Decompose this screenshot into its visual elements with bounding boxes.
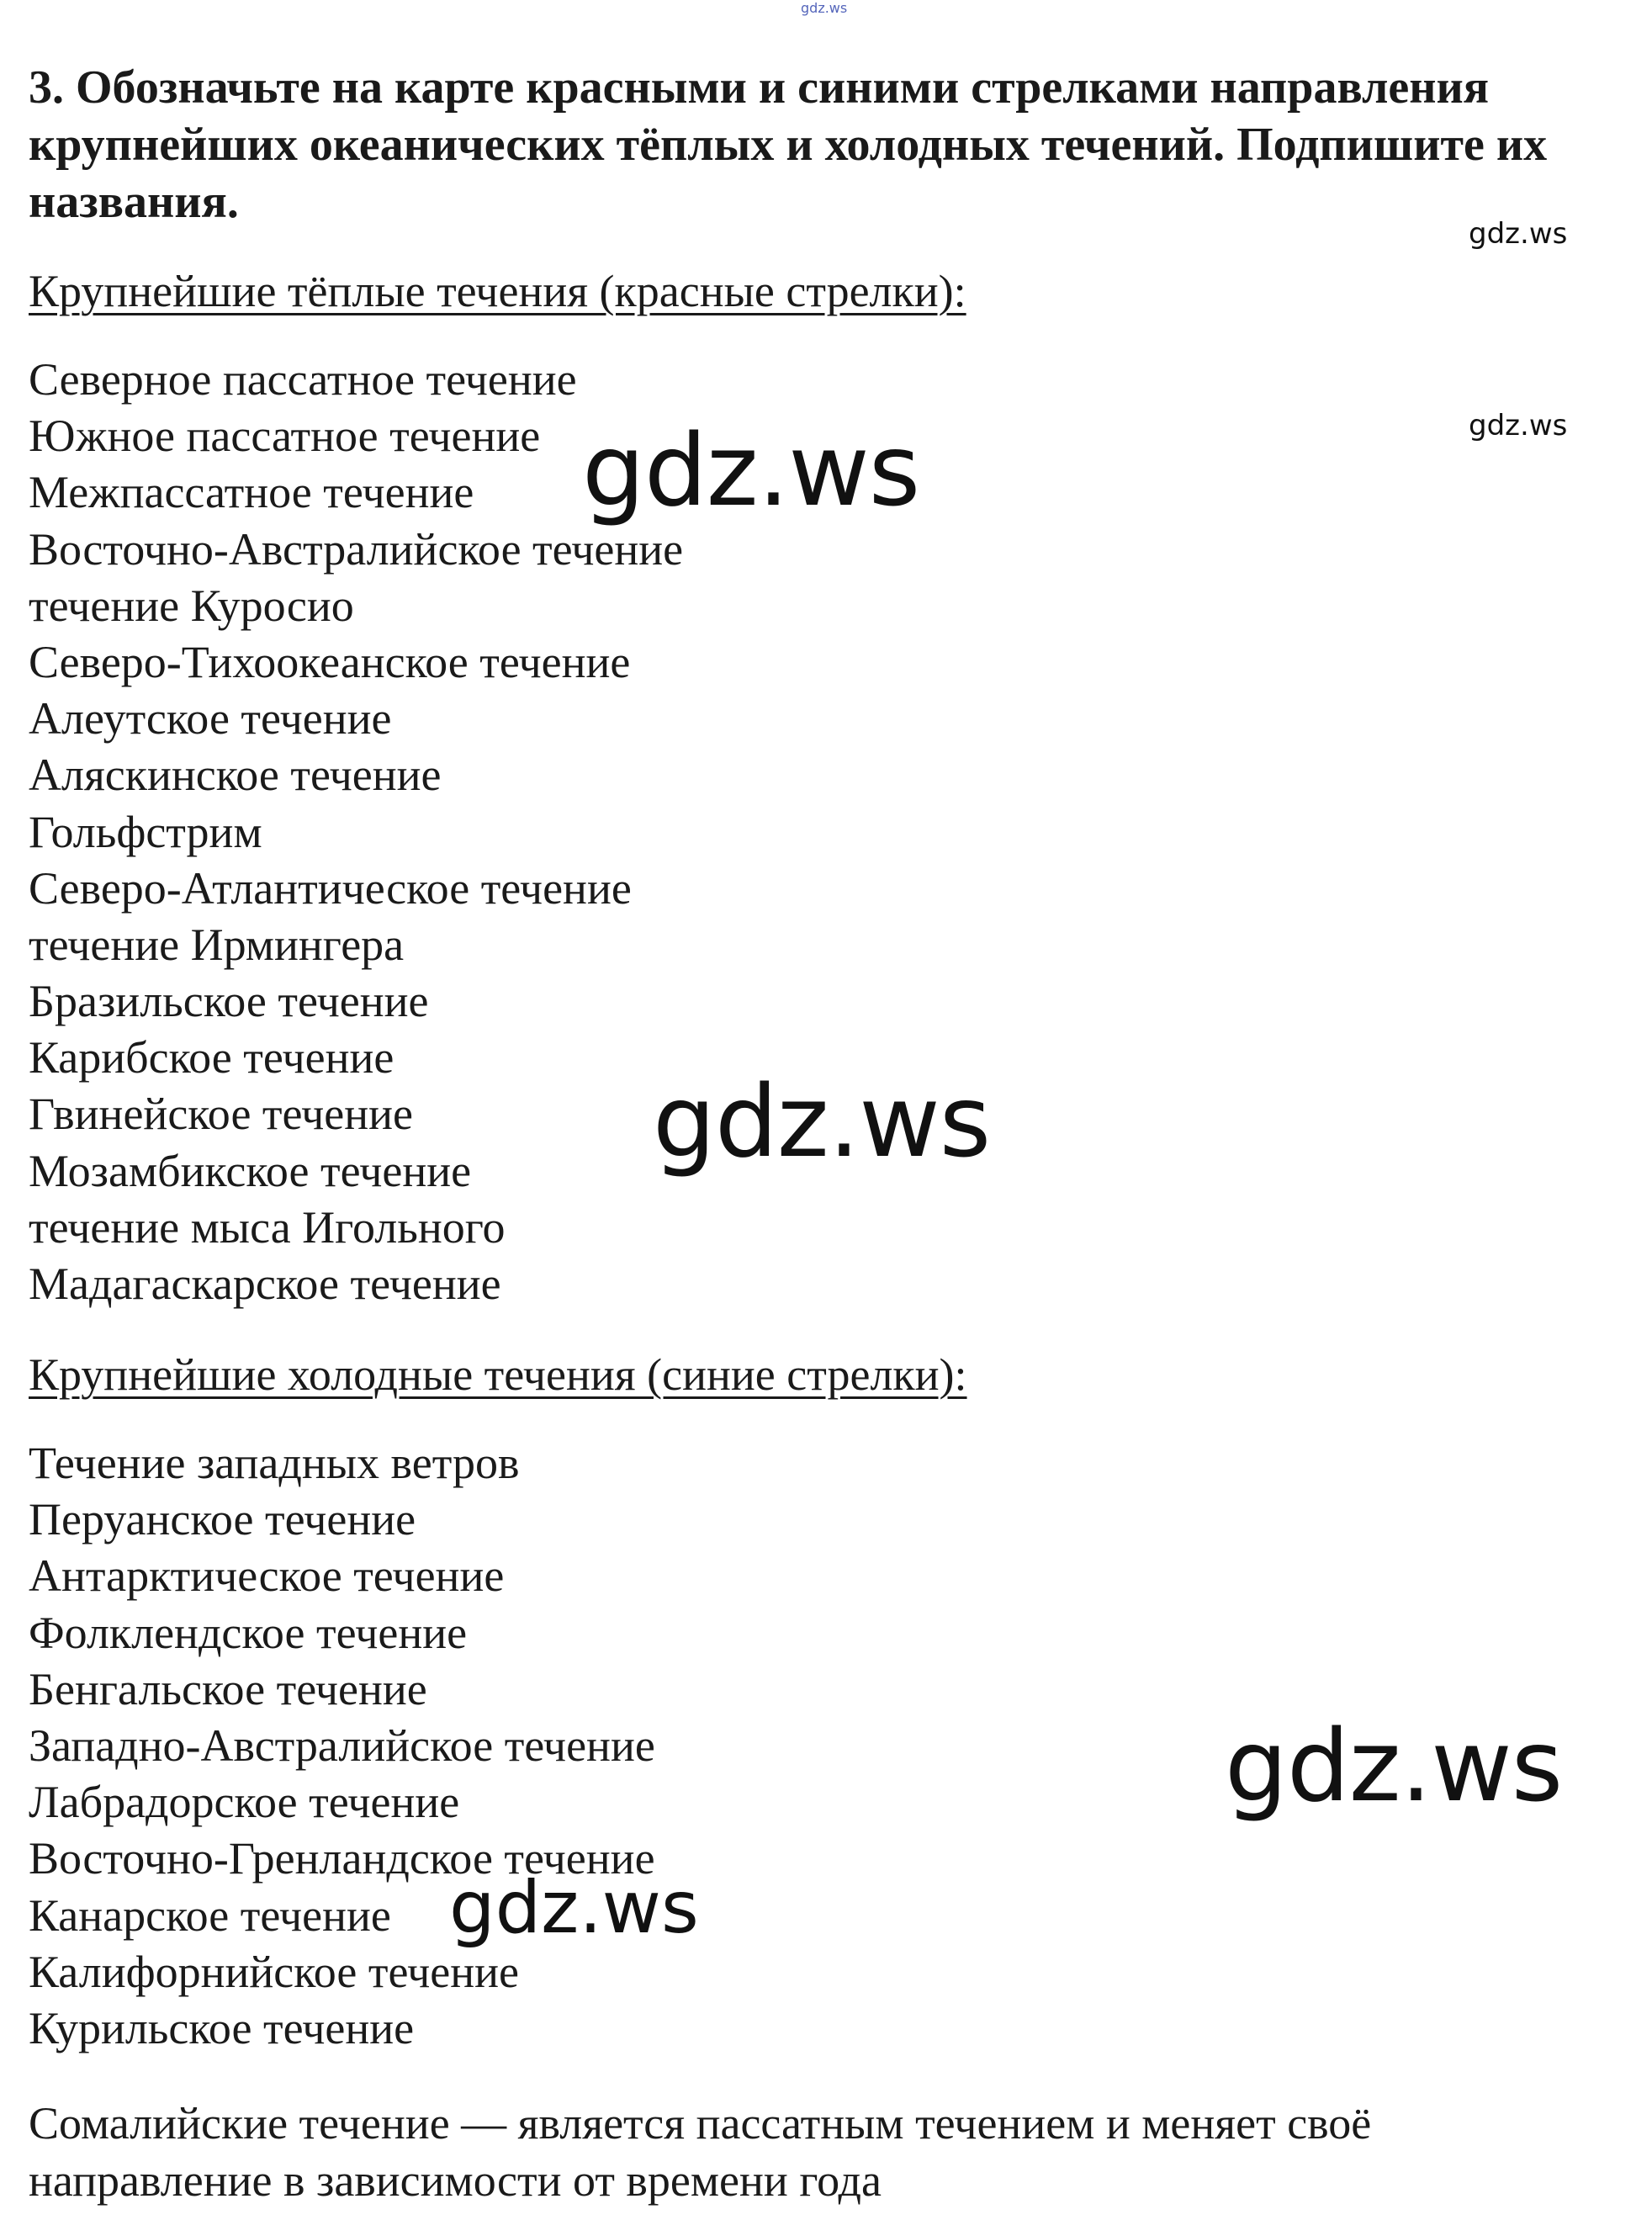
list-item: Гольфстрим bbox=[29, 806, 262, 857]
watermark-large: gdz.ws bbox=[1225, 1708, 1563, 1824]
list-item: Межпассатное течение bbox=[29, 467, 474, 518]
list-item: течение Куросио bbox=[29, 580, 354, 631]
warm-currents-heading: Крупнейшие тёплые течения (красные стрелки): bbox=[29, 266, 966, 316]
list-item: Мадагаскарское течение bbox=[29, 1258, 501, 1309]
list-item: течение Ирмингера bbox=[29, 919, 405, 970]
list-item: Гвинейское течение bbox=[29, 1089, 414, 1140]
list-item: Восточно-Австралийское течение bbox=[29, 523, 684, 575]
list-item: Бенгальское течение bbox=[29, 1663, 427, 1714]
list-item: Перуанское течение bbox=[29, 1494, 416, 1545]
list-item: Алеутское течение bbox=[29, 693, 392, 744]
list-item: Северное пассатное течение bbox=[29, 354, 577, 405]
list-item: Южное пассатное течение bbox=[29, 411, 541, 462]
list-item: Северо-Тихоокеанское течение bbox=[29, 636, 631, 687]
list-item: Мозамбикское течение bbox=[29, 1145, 472, 1196]
list-item: Течение западных ветров bbox=[29, 1438, 520, 1488]
watermark-top: gdz.ws bbox=[801, 0, 848, 16]
list-item: Бразильское течение bbox=[29, 976, 429, 1027]
cold-currents-list bbox=[29, 1435, 655, 2057]
watermark-large: gdz.ws bbox=[653, 1063, 991, 1179]
list-item: течение мыса Игольного bbox=[29, 1201, 506, 1253]
list-item: Курильское течение bbox=[29, 2002, 415, 2053]
watermark-small: gdz.ws bbox=[1469, 217, 1568, 251]
list-item: Калифорнийское течение bbox=[29, 1946, 519, 1997]
watermark-medium: gdz.ws bbox=[449, 1866, 699, 1950]
list-item: Карибское течение bbox=[29, 1032, 394, 1084]
list-item: Канарское течение bbox=[29, 1889, 391, 1941]
watermark-small: gdz.ws bbox=[1469, 409, 1568, 442]
somali-current-note: Сомалийские течение — является пассатным течением и меняет своё направление в зависимости от времени года bbox=[29, 2098, 1372, 2206]
list-item: Антарктическое течение bbox=[29, 1550, 505, 1602]
list-item: Западно-Австралийское течение bbox=[29, 1719, 655, 1771]
list-item: Аляскинское течение bbox=[29, 750, 442, 801]
cold-currents-heading: Крупнейшие холодные течения (синие стрелки): bbox=[29, 1349, 967, 1400]
list-item: Северо-Атлантическое течение bbox=[29, 862, 632, 914]
list-item: Лабрадорское течение bbox=[29, 1777, 460, 1828]
list-item: Восточно-Гренландское течение bbox=[29, 1833, 655, 1884]
watermark-large: gdz.ws bbox=[582, 412, 920, 528]
list-item: Фолклендское течение bbox=[29, 1607, 468, 1658]
task-text: 3. Обозначьте на карте красными и синими стрелками направления крупнейших океанических тёплых и холодных течений. Подпишите их названия. bbox=[29, 61, 1548, 228]
